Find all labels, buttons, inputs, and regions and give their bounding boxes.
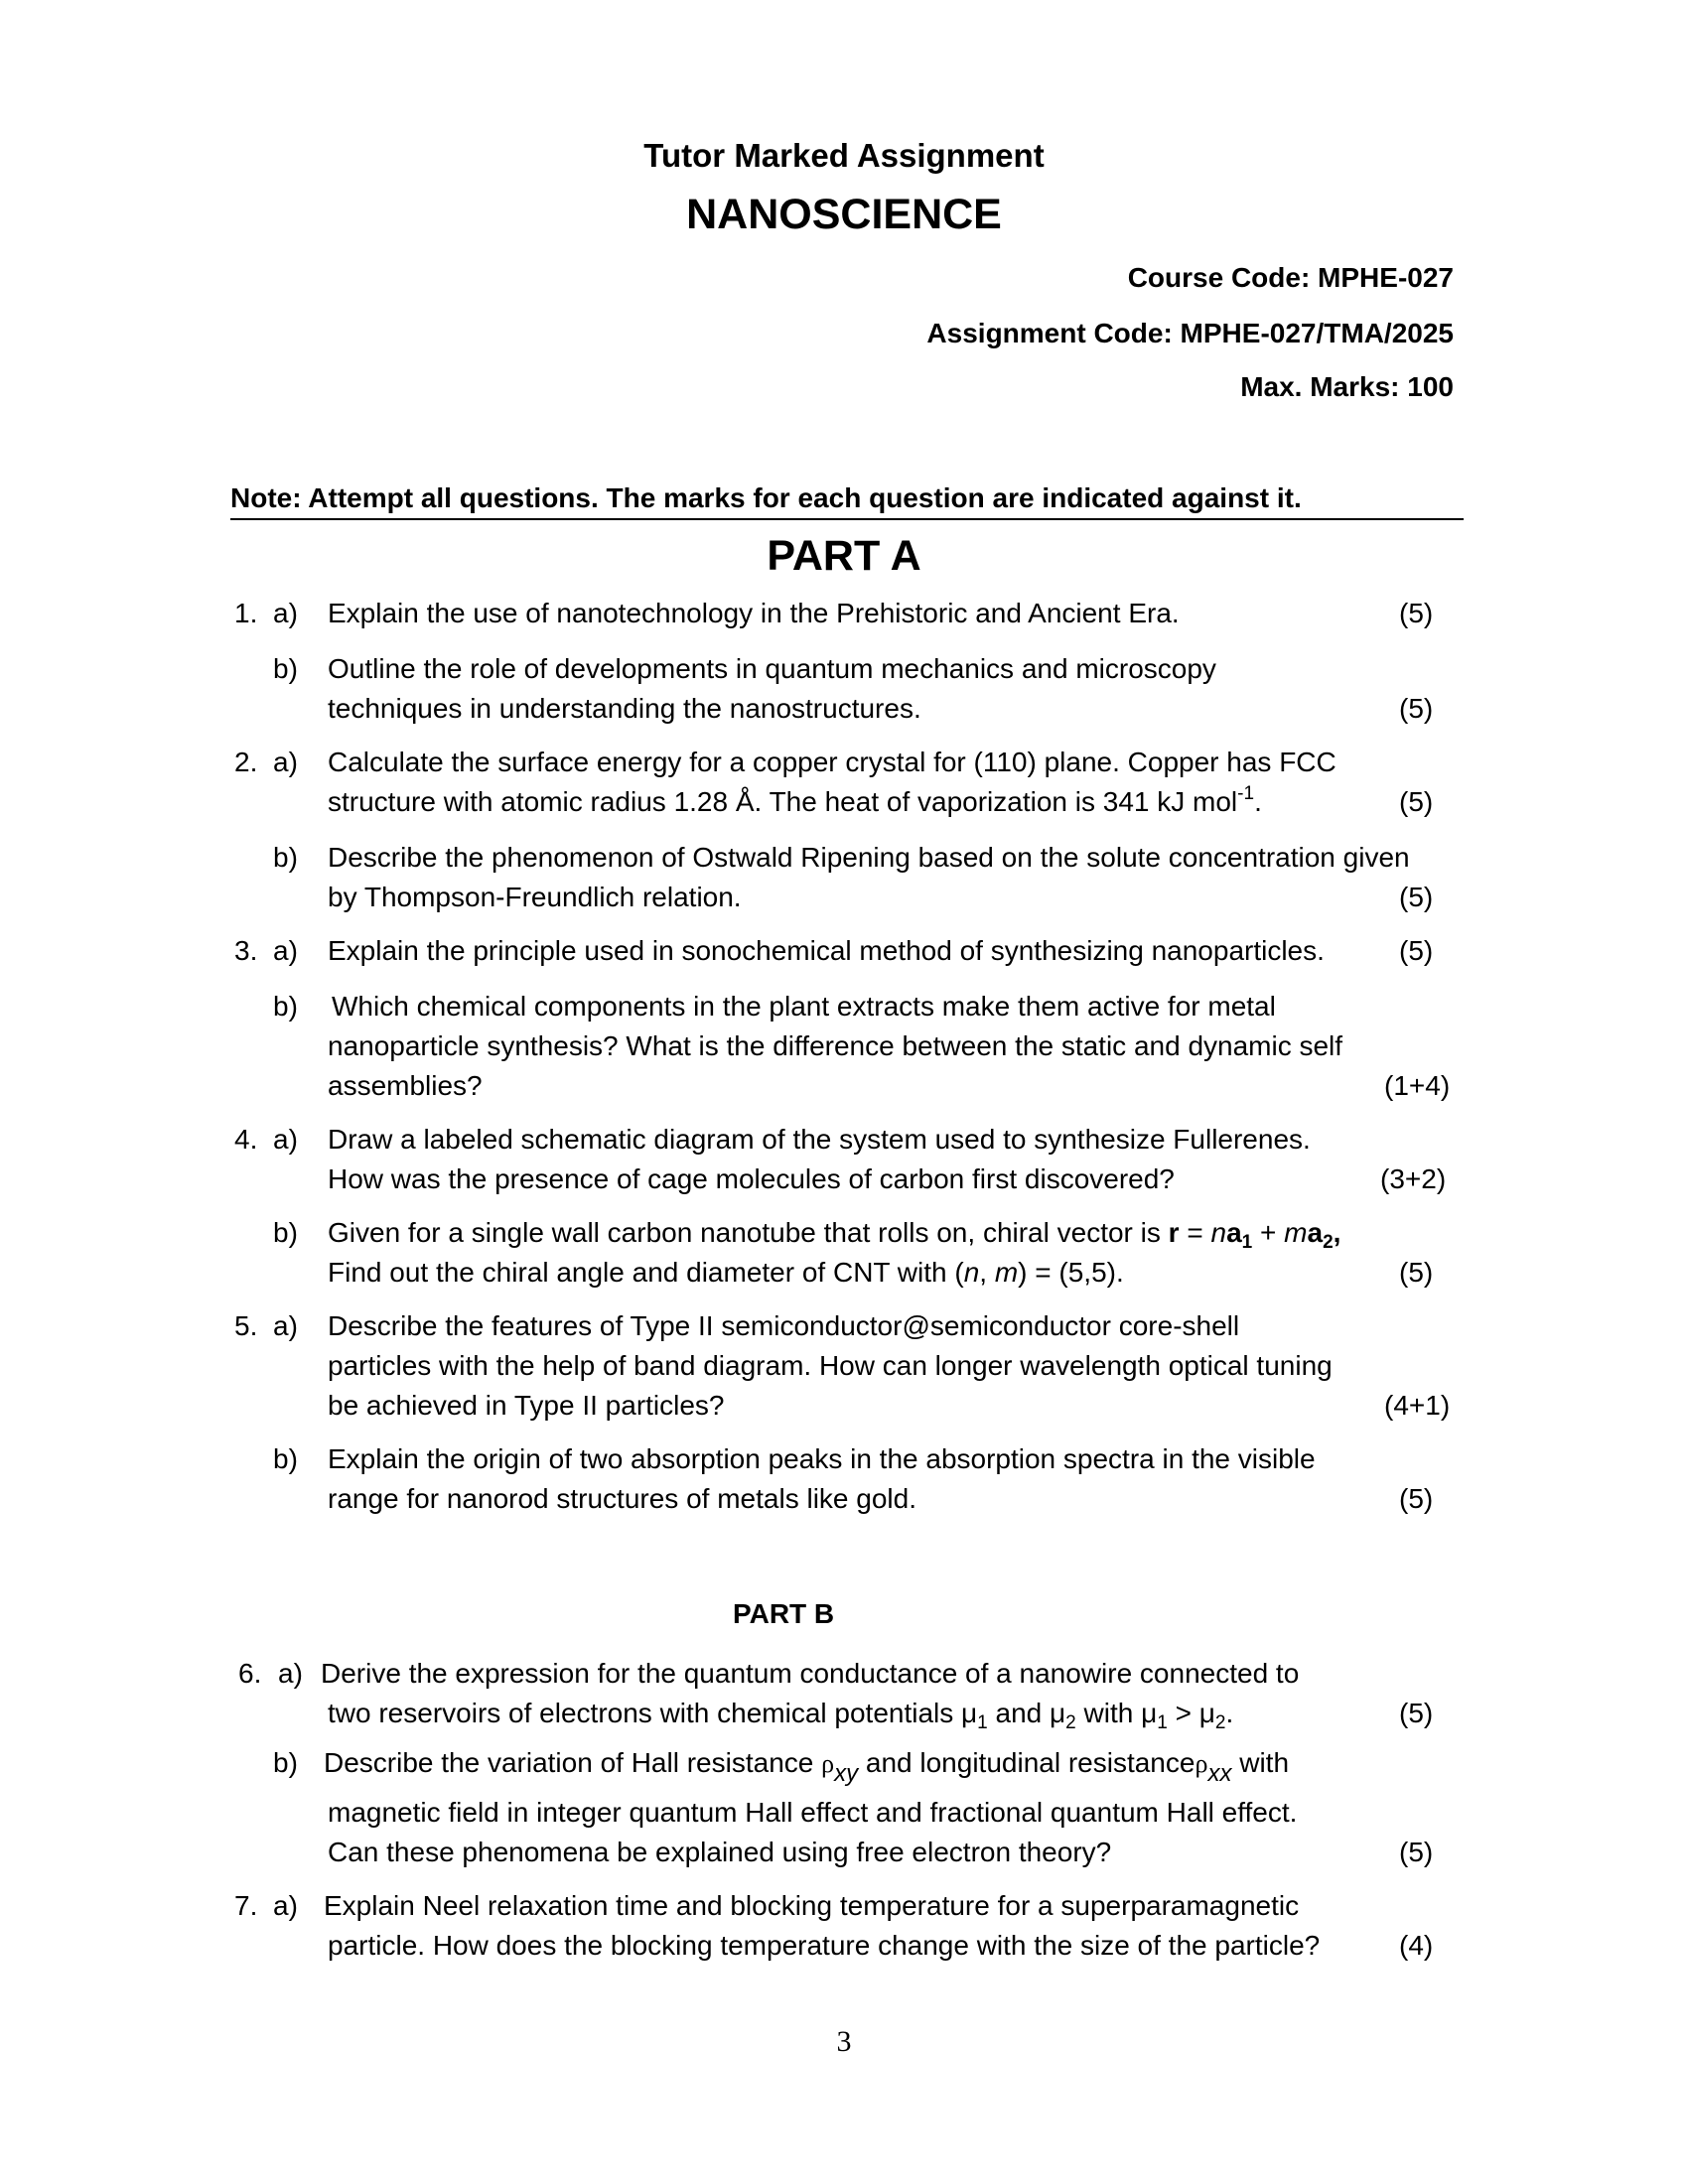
page-number: 3 — [836, 2025, 852, 2058]
question-text: Outline the role of developments in quantum mechanics and microscopy — [328, 653, 1216, 684]
subscript: 1 — [977, 1712, 988, 1733]
text-segment: = — [1179, 1217, 1211, 1248]
question-text: Which chemical components in the plant extracts make them active for metal — [332, 991, 1276, 1022]
text-segment: two reservoirs of electrons with chemical potentials μ — [328, 1698, 978, 1728]
subquestion-label: a) — [273, 935, 298, 966]
question-text: Draw a labeled schematic diagram of the system used to synthesize Fullerenes. — [328, 1124, 1311, 1155]
subscript: 2 — [1323, 1232, 1334, 1253]
question-text: Describe the features of Type II semiconductor@semiconductor core-shell — [328, 1310, 1240, 1341]
question-text: techniques in understanding the nanostructures. — [328, 693, 921, 724]
question-text: by Thompson-Freundlich relation. — [328, 882, 742, 912]
question-text: Can these phenomena be explained using free electron theory? — [328, 1837, 1112, 1867]
subscript: 2 — [1065, 1712, 1076, 1733]
marks: (5) — [1399, 1257, 1434, 1288]
question-number: 4. — [234, 1124, 258, 1155]
question-text: Explain Neel relaxation time and blocking temperature for a superparamagnetic — [324, 1890, 1300, 1921]
text-segment: Find out the chiral angle and diameter of CNT with ( — [328, 1257, 964, 1288]
question-text: Explain the use of nanotechnology in the Prehistoric and Ancient Era. — [328, 598, 1180, 628]
text-segment: and μ — [987, 1698, 1066, 1728]
subquestion-label: b) — [273, 991, 298, 1022]
marks: (4) — [1399, 1930, 1434, 1961]
subscript: xx — [1207, 1760, 1232, 1787]
subquestion-label: a) — [273, 747, 298, 777]
instructions-note: Note: Attempt all questions. The marks for each question are indicated against it. — [230, 482, 1302, 513]
part-b-heading: PART B — [733, 1598, 835, 1629]
vector-a: a — [1307, 1217, 1324, 1248]
question-number: 3. — [234, 935, 258, 966]
superscript: -1 — [1237, 783, 1255, 804]
marks: (5) — [1399, 935, 1434, 966]
question-text: be achieved in Type II particles? — [328, 1390, 725, 1421]
text-segment: + — [1252, 1217, 1285, 1248]
assignment-code: Assignment Code: MPHE-027/TMA/2025 — [926, 318, 1454, 348]
marks: (5) — [1399, 598, 1434, 628]
question-text: magnetic field in integer quantum Hall effect and fractional quantum Hall effect. — [328, 1797, 1298, 1828]
text-segment: . — [1225, 1698, 1234, 1728]
question-text — [328, 782, 1262, 822]
text-segment: , — [1333, 1217, 1341, 1248]
text-segment: . — [1254, 786, 1262, 817]
subquestion-label: a) — [278, 1658, 303, 1689]
question-text: Calculate the surface energy for a copper crystal for (110) plane. Copper has FCC — [328, 747, 1336, 777]
marks: (5) — [1399, 1837, 1434, 1867]
question-text — [328, 1213, 1340, 1253]
question-text: particle. How does the blocking temperature change with the size of the particle? — [328, 1930, 1321, 1961]
question-number: 6. — [238, 1658, 262, 1689]
var-n: n — [963, 1257, 980, 1288]
question-text: Derive the expression for the quantum conductance of a nanowire connected to — [321, 1658, 1300, 1689]
subscript: 2 — [1214, 1712, 1226, 1733]
subquestion-label: b) — [273, 1217, 298, 1248]
question-text: Explain the origin of two absorption peaks in the absorption spectra in the visible — [328, 1443, 1316, 1474]
subscript: xy — [834, 1760, 859, 1787]
subscript: 1 — [1157, 1712, 1168, 1733]
subquestion-label: a) — [273, 1124, 298, 1155]
question-number: 1. — [234, 598, 258, 628]
question-text: Describe the phenomenon of Ostwald Ripening based on the solute concentration given — [328, 842, 1410, 873]
marks: (1+4) — [1384, 1070, 1451, 1101]
text-segment: Given for a single wall carbon nanotube that rolls on, chiral vector is — [328, 1217, 1169, 1248]
subquestion-label: b) — [273, 1747, 298, 1778]
marks: (5) — [1399, 1698, 1434, 1728]
question-text: assemblies? — [328, 1070, 483, 1101]
subscript: 1 — [1241, 1232, 1253, 1253]
marks: (4+1) — [1384, 1390, 1451, 1421]
doc-title: Tutor Marked Assignment — [643, 137, 1045, 174]
marks: (5) — [1399, 1483, 1434, 1514]
question-text — [328, 1253, 1124, 1293]
text-segment: > μ — [1167, 1698, 1215, 1728]
text-segment: ) = (5,5). — [1018, 1257, 1124, 1288]
subquestion-label: a) — [273, 598, 298, 628]
doc-subject: NANOSCIENCE — [686, 191, 1002, 238]
var-n: n — [1210, 1217, 1227, 1248]
subquestion-label: a) — [273, 1310, 298, 1341]
question-text: nanoparticle synthesis? What is the difference between the static and dynamic self — [328, 1030, 1343, 1061]
subquestion-label: b) — [273, 1443, 298, 1474]
subquestion-label: a) — [273, 1890, 298, 1921]
question-text — [328, 1694, 1233, 1733]
max-marks: Max. Marks: 100 — [1240, 371, 1454, 402]
vector-r: r — [1168, 1217, 1180, 1248]
text-segment: Describe the variation of Hall resistance — [324, 1747, 822, 1778]
text-segment: , — [979, 1257, 995, 1288]
question-text — [324, 1743, 1290, 1787]
question-number: 7. — [234, 1890, 258, 1921]
vector-a: a — [1226, 1217, 1242, 1248]
text-segment: with μ — [1075, 1698, 1158, 1728]
text-segment: structure with atomic radius 1.28 Å. The heat of vaporization is 341 kJ mol — [328, 786, 1238, 817]
question-number: 5. — [234, 1310, 258, 1341]
marks: (3+2) — [1380, 1163, 1447, 1194]
marks: (5) — [1399, 882, 1434, 912]
question-number: 2. — [234, 747, 258, 777]
var-m: m — [1284, 1217, 1308, 1248]
marks: (5) — [1399, 693, 1434, 724]
text-segment: and longitudinal resistance — [858, 1747, 1196, 1778]
part-a-heading: PART A — [767, 532, 921, 580]
question-text: How was the presence of cage molecules of carbon first discovered? — [328, 1163, 1175, 1194]
subquestion-label: b) — [273, 842, 298, 873]
subquestion-label: b) — [273, 653, 298, 684]
rho-symbol: ρ — [1195, 1749, 1208, 1778]
var-m: m — [994, 1257, 1019, 1288]
marks: (5) — [1399, 786, 1434, 817]
rho-symbol: ρ — [821, 1749, 835, 1778]
question-text: range for nanorod structures of metals like gold. — [328, 1483, 916, 1514]
text-segment: with — [1231, 1747, 1290, 1778]
question-text: particles with the help of band diagram. How can longer wavelength optical tuning — [328, 1350, 1333, 1381]
question-text: Explain the principle used in sonochemical method of synthesizing nanoparticles. — [328, 935, 1325, 966]
divider — [230, 518, 1464, 520]
course-code: Course Code: MPHE-027 — [1127, 262, 1454, 293]
